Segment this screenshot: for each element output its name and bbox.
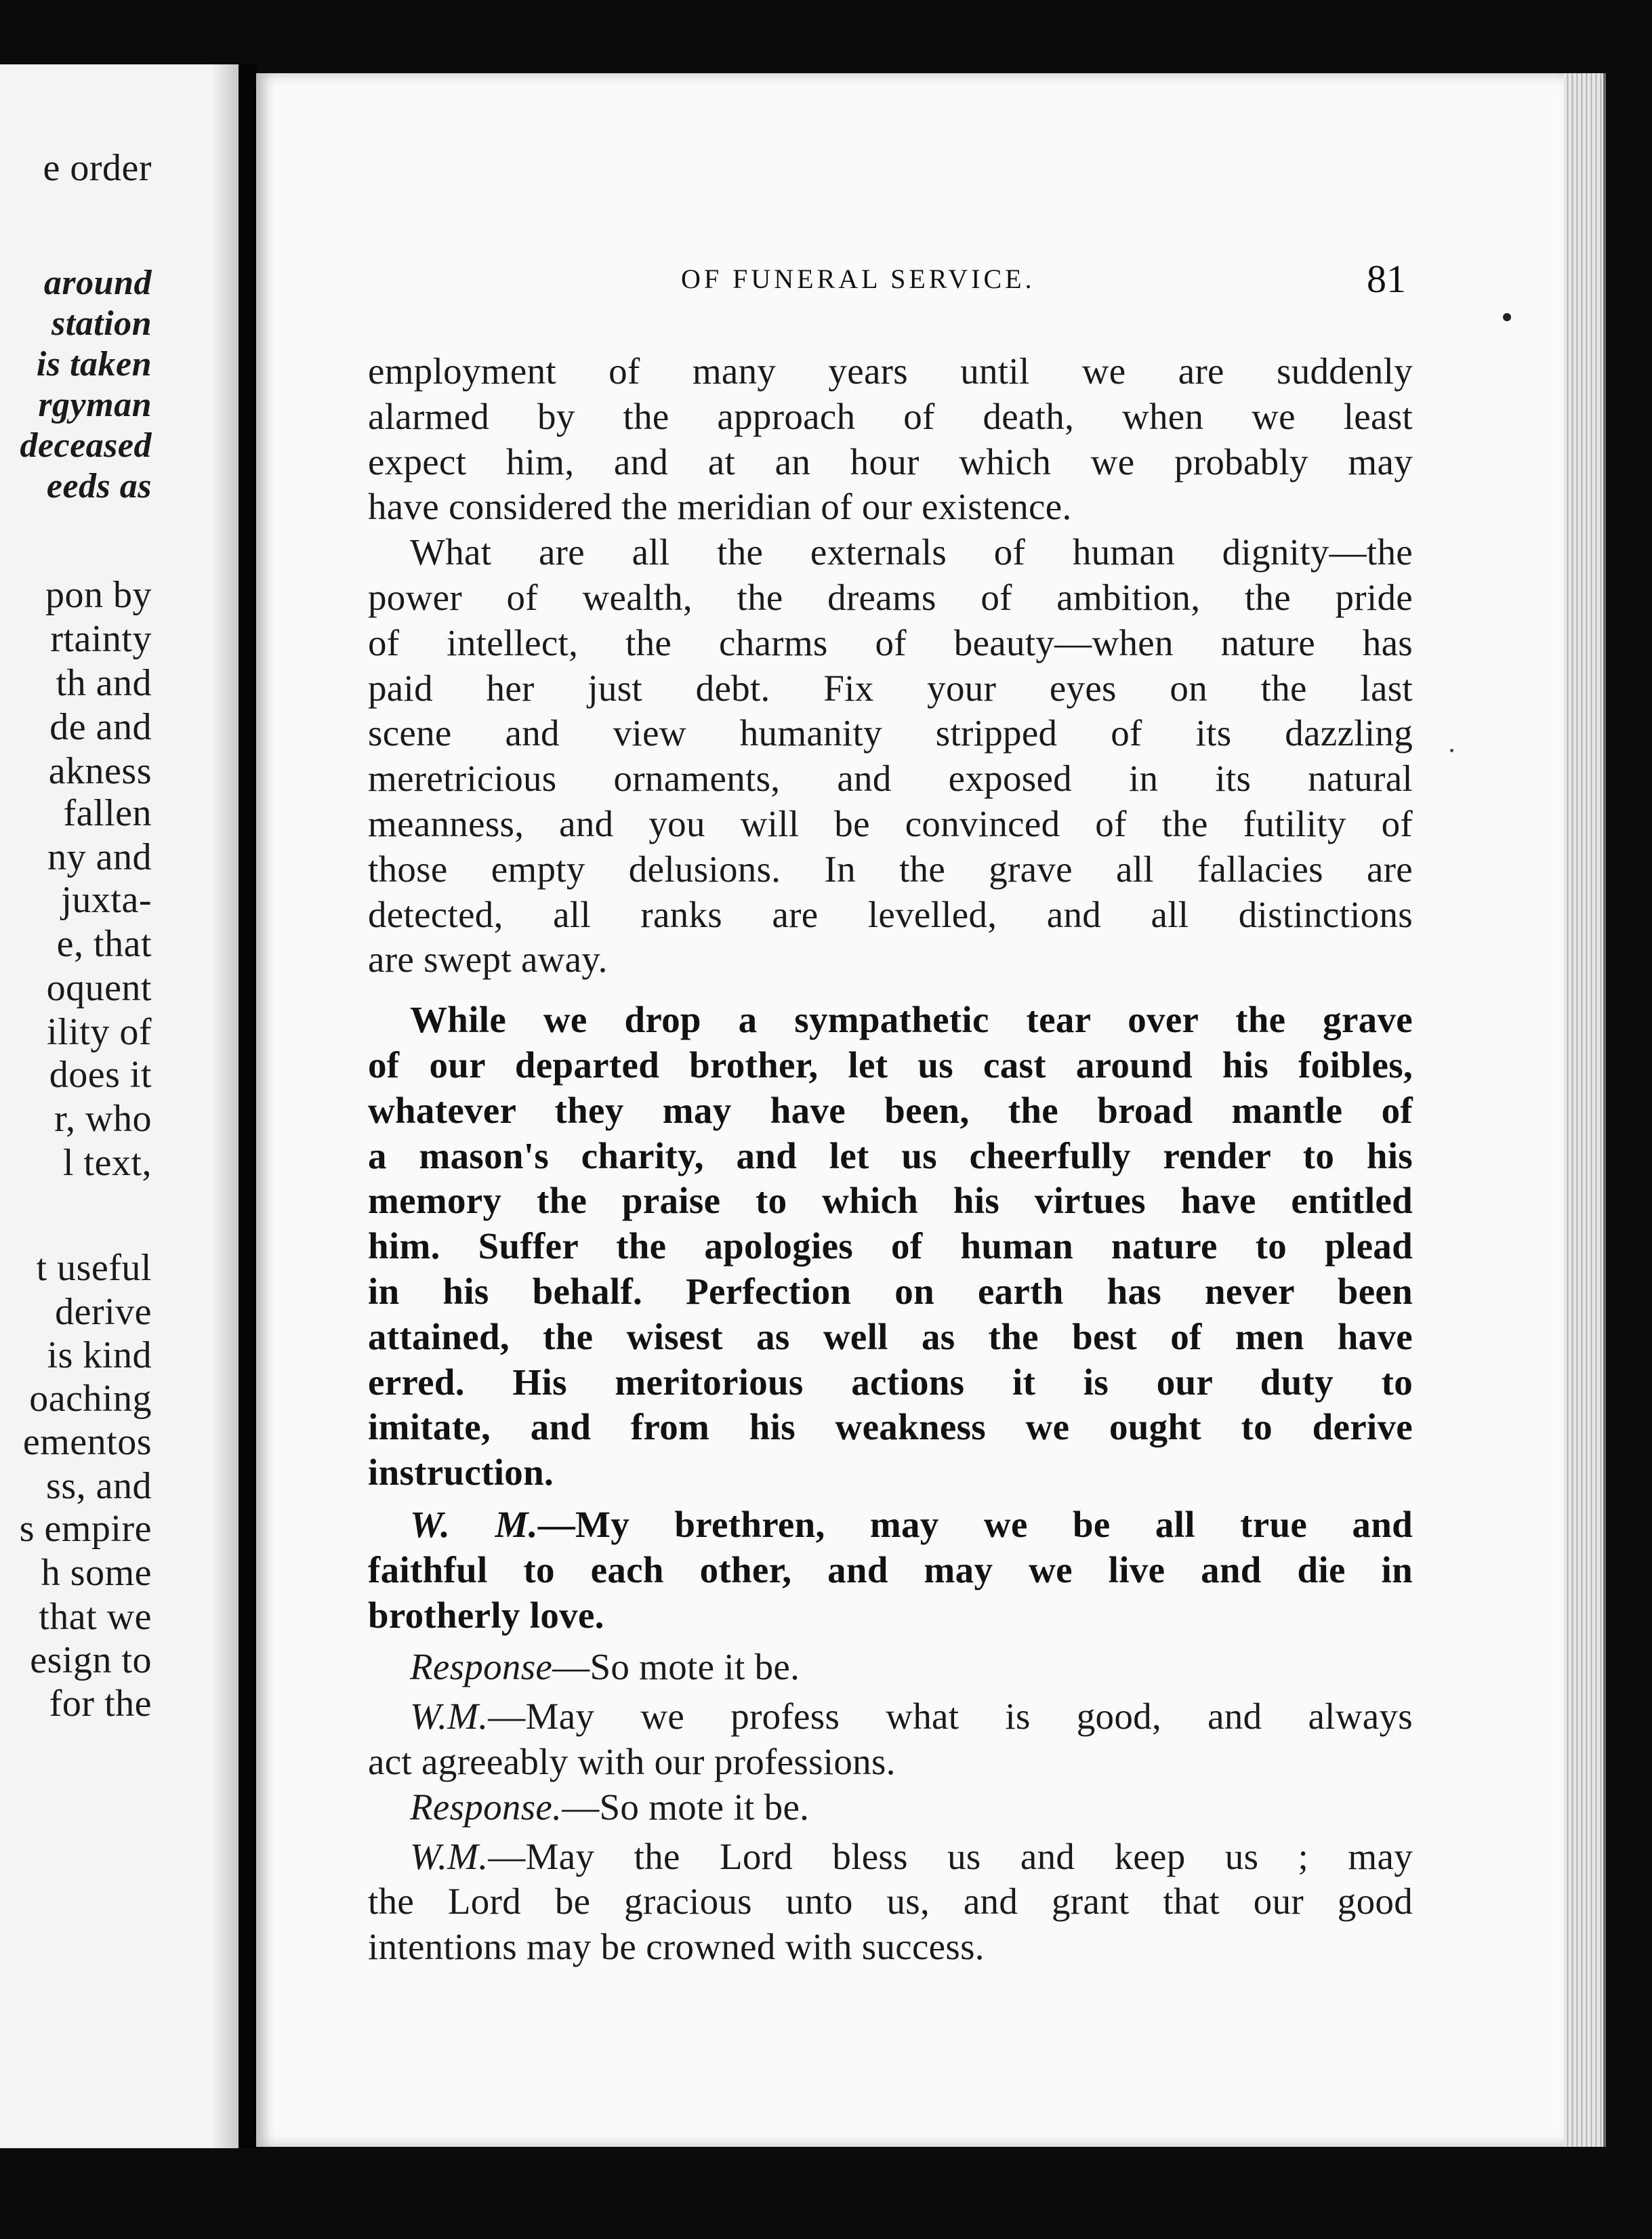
- text-line: whatever they may have been, the broad mantle of: [368, 1089, 1413, 1131]
- text-line: erred. His meritorious actions it is our duty to: [368, 1361, 1413, 1403]
- line-text: —So mote it be.: [552, 1646, 800, 1688]
- previous-page-line: ny and: [47, 836, 152, 878]
- previous-page-line: e, that: [56, 923, 152, 965]
- text-line: meanness, and you will be convinced of the futility of: [368, 802, 1413, 844]
- text-line: are swept away.: [368, 939, 608, 981]
- previous-page-line: juxta-: [61, 879, 152, 921]
- previous-page-line: station: [51, 304, 152, 343]
- paragraph: [368, 998, 1413, 1496]
- previous-page-line: is kind: [47, 1334, 152, 1376]
- gutter-shadow: [211, 64, 239, 2148]
- previous-page-line: deceased: [20, 426, 152, 465]
- page-number: 81: [1367, 257, 1406, 301]
- print-speck: [1450, 749, 1453, 752]
- line-text: —My brethren, may we be all true and: [537, 1503, 1413, 1545]
- previous-page-line: akness: [48, 750, 152, 792]
- previous-page-line: around: [43, 264, 152, 302]
- previous-page-line: does it: [49, 1054, 152, 1096]
- text-line: the Lord be gracious unto us, and grant that our good: [368, 1881, 1413, 1923]
- running-title: OF FUNERAL SERVICE.: [681, 264, 1035, 294]
- text-line: expect him, and at an hour which we probably may: [368, 440, 1413, 482]
- text-line: alarmed by the approach of death, when we least: [368, 395, 1413, 437]
- previous-page: [0, 64, 241, 2148]
- text-line: brotherly love.: [368, 1594, 604, 1636]
- text-line: [368, 1834, 1413, 1880]
- response-line: [368, 1645, 1413, 1690]
- text-line: in his behalf. Perfection on earth has never been: [368, 1270, 1413, 1312]
- previous-page-line: derive: [55, 1291, 152, 1333]
- line-text: —May the Lord bless us and keep us ; may: [488, 1835, 1413, 1877]
- worshipful-master-line: [368, 1502, 1413, 1638]
- text-line: a mason's charity, and let us cheerfully render to his: [368, 1134, 1413, 1176]
- response-line: [368, 1785, 1413, 1830]
- previous-page-line: that we: [39, 1596, 152, 1638]
- text-line: scene and view humanity stripped of its dazzling: [368, 712, 1413, 754]
- response-label: Response: [410, 1646, 553, 1688]
- text-line: paid her just debt. Fix your eyes on the last: [368, 667, 1413, 709]
- speaker-label: W. M.: [410, 1503, 538, 1545]
- previous-page-line: th and: [56, 662, 152, 704]
- worshipful-master-line: [368, 1834, 1413, 1970]
- text-line: faithful to each other, and may we live and die in: [368, 1548, 1413, 1590]
- book-gutter: [239, 64, 257, 2148]
- previous-page-line: h some: [41, 1552, 152, 1594]
- previous-page-line: oaching: [29, 1378, 152, 1420]
- previous-page-line: is taken: [36, 345, 152, 384]
- text-line: [368, 1645, 1413, 1690]
- previous-page-line: t useful: [36, 1247, 152, 1289]
- text-line: [368, 1785, 1413, 1830]
- previous-page-line: de and: [49, 706, 152, 748]
- previous-page-line: eeds as: [46, 467, 152, 506]
- previous-page-line: ss, and: [46, 1465, 152, 1507]
- page-edges: [1564, 73, 1606, 2147]
- previous-page-line: s empire: [19, 1508, 152, 1550]
- text-line: have considered the meridian of our existence.: [368, 486, 1072, 528]
- text-line: meretricious ornaments, and exposed in its natural: [368, 758, 1413, 800]
- text-line: him. Suffer the apologies of human nature to plead: [368, 1225, 1413, 1267]
- paragraph: [368, 530, 1413, 983]
- previous-page-line: oquent: [46, 967, 152, 1009]
- previous-page-line: esign to: [30, 1639, 152, 1681]
- text-line: imitate, and from his weakness we ought to derive: [368, 1406, 1413, 1448]
- paragraph: [368, 349, 1413, 530]
- previous-page-line: e order: [43, 147, 152, 189]
- text-line: of our departed brother, let us cast around his foibles,: [368, 1044, 1413, 1086]
- text-line: memory the praise to which his virtues have entitled: [368, 1180, 1413, 1222]
- text-line: instruction.: [368, 1452, 554, 1494]
- text-line: While we drop a sympathetic tear over the grave: [410, 999, 1413, 1041]
- text-line: intentions may be crowned with success.: [368, 1926, 985, 1968]
- text-line: [368, 1502, 1413, 1548]
- text-line: of intellect, the charms of beauty—when nature has: [368, 621, 1413, 663]
- text-line: employment of many years until we are suddenly: [368, 350, 1413, 392]
- text-line: detected, all ranks are levelled, and all distinctions: [368, 893, 1413, 935]
- line-text: —So mote it be.: [562, 1786, 810, 1828]
- speaker-label: W.M.: [410, 1696, 489, 1738]
- previous-page-line: ementos: [22, 1421, 152, 1463]
- print-speck: [1503, 313, 1511, 321]
- response-label: Response.: [410, 1786, 562, 1828]
- previous-page-line: fallen: [63, 792, 152, 834]
- previous-page-line: for the: [49, 1683, 152, 1725]
- previous-page-line: rgyman: [38, 386, 152, 424]
- text-line: act agreeably with our professions.: [368, 1740, 896, 1782]
- page-body: [368, 349, 1413, 1970]
- text-line: What are all the externals of human dignity—the: [410, 531, 1413, 573]
- previous-page-line: rtainty: [50, 618, 152, 660]
- previous-page-line: r, who: [54, 1098, 152, 1140]
- line-text: —May we profess what is good, and always: [488, 1696, 1413, 1738]
- text-line: power of wealth, the dreams of ambition, the pride: [368, 576, 1413, 618]
- previous-page-line: ility of: [47, 1011, 152, 1053]
- text-line: attained, the wisest as well as the best of men have: [368, 1315, 1413, 1357]
- worshipful-master-line: [368, 1694, 1413, 1785]
- speaker-label: W.M.: [410, 1835, 489, 1877]
- previous-page-line: l text,: [62, 1142, 152, 1184]
- text-line: those empty delusions. In the grave all fallacies are: [368, 848, 1413, 890]
- text-line: [368, 1694, 1413, 1740]
- previous-page-line: pon by: [45, 574, 152, 616]
